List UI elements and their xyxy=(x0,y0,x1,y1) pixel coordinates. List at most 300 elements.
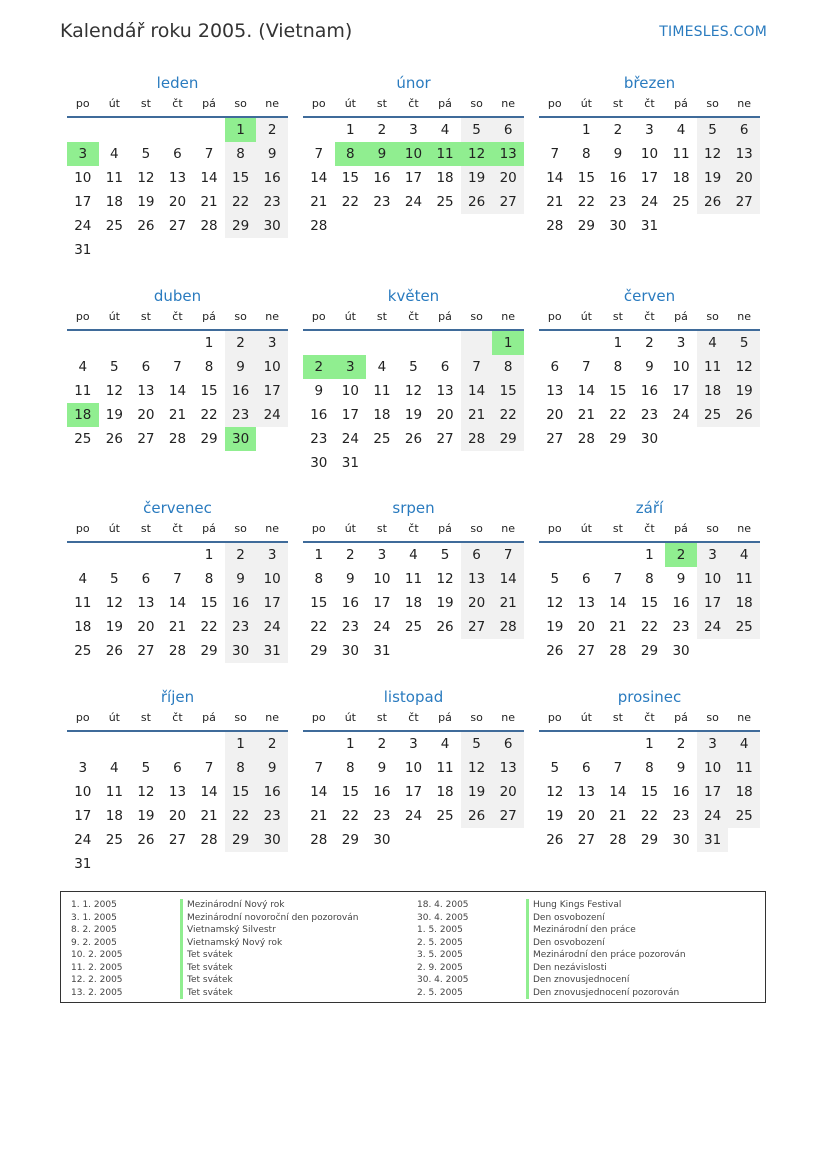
empty-cell xyxy=(67,732,99,756)
day-cell: 5 xyxy=(461,732,493,756)
day-cell: 5 xyxy=(550,571,560,587)
empty-cell xyxy=(697,427,729,451)
day-cell: 26 xyxy=(137,832,155,848)
week-row xyxy=(67,190,288,214)
day-cell: 3 xyxy=(78,760,88,776)
day-cell: 5 xyxy=(110,359,119,375)
day-cell: 16 xyxy=(672,595,690,611)
day-cell: 22 xyxy=(609,407,627,423)
day-cell: 20 xyxy=(168,808,187,824)
weekday-label: po xyxy=(311,522,326,535)
month-červen xyxy=(539,285,760,451)
empty-cell xyxy=(461,451,493,475)
day-cell: 23 xyxy=(256,804,288,828)
day-cell: 19 xyxy=(546,808,564,824)
day-cell: 3 xyxy=(697,543,729,567)
day-cell: 20 xyxy=(137,407,155,423)
holiday-legend xyxy=(60,891,766,1003)
empty-cell xyxy=(571,331,603,355)
day-cell: 29 xyxy=(492,427,524,451)
day-cell: 12 xyxy=(137,170,155,186)
day-cell: 11 xyxy=(436,760,454,776)
day-cell: 8 xyxy=(645,760,654,776)
day-cell: 2 xyxy=(676,736,686,752)
day-cell: 7 xyxy=(613,571,623,587)
day-cell: 29 xyxy=(577,218,595,234)
day-cell: 11 xyxy=(672,146,690,162)
day-cell: 23 xyxy=(640,407,659,423)
day-cell: 5 xyxy=(697,118,729,142)
day-cell: 24 xyxy=(373,619,391,635)
day-cell: 21 xyxy=(200,194,218,210)
holiday-entry xyxy=(407,974,686,987)
day-cell: 4 xyxy=(409,547,418,563)
empty-cell xyxy=(130,543,162,567)
week-row xyxy=(303,591,524,615)
day-cell: 31 xyxy=(74,856,92,872)
holiday-date: 30. 4. 2005 xyxy=(417,975,469,985)
weekday-label: st xyxy=(140,310,151,323)
day-cell: 14 xyxy=(609,595,627,611)
day-cell: 6 xyxy=(582,571,591,587)
week-row xyxy=(303,543,524,567)
day-cell: 7 xyxy=(314,146,324,162)
weekday-label: pá xyxy=(438,711,452,724)
day-cell: 5 xyxy=(461,118,493,142)
day-cell: 21 xyxy=(200,808,218,824)
week-row xyxy=(67,166,288,190)
week-row xyxy=(303,756,524,780)
day-cell: 17 xyxy=(697,780,729,804)
day-cell: 18 xyxy=(373,407,391,423)
day-cell: 16 xyxy=(609,170,627,186)
day-cell: 5 xyxy=(728,331,760,355)
empty-cell xyxy=(492,214,524,238)
week-row xyxy=(67,639,288,663)
day-cell: 11 xyxy=(105,170,123,186)
empty-cell xyxy=(162,543,194,567)
day-cell: 14 xyxy=(461,379,493,403)
day-cell: 6 xyxy=(461,543,493,567)
empty-cell xyxy=(398,828,430,852)
day-cell: 25 xyxy=(728,615,760,639)
day-cell: 19 xyxy=(728,379,760,403)
week-row xyxy=(67,427,288,451)
weekday-label: po xyxy=(311,711,326,724)
day-cell: 21 xyxy=(168,619,187,635)
day-cell: 12 xyxy=(461,756,493,780)
day-cell: 22 xyxy=(577,194,595,210)
day-cell: 20 xyxy=(436,407,454,423)
day-cell: 29 xyxy=(341,832,359,848)
day-cell: 28 xyxy=(609,643,627,659)
holiday-entry xyxy=(61,912,358,925)
weekday-label: ne xyxy=(501,310,516,323)
weekday-label: so xyxy=(470,97,483,110)
day-cell: 3 xyxy=(256,331,288,355)
empty-cell xyxy=(539,331,571,355)
day-cell: 26 xyxy=(105,431,123,447)
day-cell: 10 xyxy=(74,170,92,186)
day-cell: 5 xyxy=(409,359,418,375)
week-row xyxy=(67,804,288,828)
weekday-label: čt xyxy=(644,522,655,535)
month-říjen xyxy=(67,686,288,876)
day-cell: 21 xyxy=(461,403,493,427)
weekday-label: út xyxy=(344,522,356,535)
day-cell: 15 xyxy=(640,784,659,800)
holiday-entry xyxy=(61,899,358,912)
empty-cell xyxy=(429,331,461,355)
holiday-name: Mezinárodní Nový rok xyxy=(180,899,285,912)
day-cell: 23 xyxy=(672,619,690,635)
holiday-day-cell: 12 xyxy=(461,142,493,166)
day-cell: 7 xyxy=(550,146,560,162)
empty-cell xyxy=(665,427,697,451)
empty-cell xyxy=(728,639,760,663)
day-grid xyxy=(303,543,524,663)
empty-cell xyxy=(539,732,571,756)
day-cell: 30 xyxy=(310,455,328,471)
empty-cell xyxy=(130,732,162,756)
holiday-date: 2. 5. 2005 xyxy=(417,937,463,948)
day-cell: 2 xyxy=(645,335,654,351)
day-grid xyxy=(67,732,288,876)
day-cell: 19 xyxy=(697,166,729,190)
day-cell: 26 xyxy=(436,619,454,635)
weekday-label: so xyxy=(706,97,719,110)
day-cell: 13 xyxy=(577,784,595,800)
weekday-label: st xyxy=(140,522,151,535)
day-cell: 13 xyxy=(436,383,454,399)
day-cell: 21 xyxy=(492,591,524,615)
day-cell: 17 xyxy=(256,591,288,615)
weekday-label: so xyxy=(706,522,719,535)
holiday-day-cell: 9 xyxy=(366,142,398,166)
holiday-name: Den nezávislosti xyxy=(526,962,607,975)
weekday-header xyxy=(303,519,524,543)
week-row xyxy=(539,142,760,166)
day-cell: 13 xyxy=(168,784,187,800)
day-cell: 26 xyxy=(546,832,564,848)
weekday-label: st xyxy=(612,97,623,110)
empty-cell xyxy=(398,639,430,663)
day-cell: 28 xyxy=(461,427,493,451)
day-cell: 26 xyxy=(404,431,423,447)
weekday-label: po xyxy=(75,711,90,724)
empty-cell xyxy=(99,118,131,142)
week-row xyxy=(303,780,524,804)
holiday-date: 18. 4. 2005 xyxy=(417,900,469,910)
day-cell: 27 xyxy=(577,643,595,659)
page-title: Kalendář roku 2005. (Vietnam) xyxy=(60,20,353,42)
weekday-label: po xyxy=(75,310,90,323)
day-cell: 21 xyxy=(310,194,328,210)
weekday-label: so xyxy=(470,522,483,535)
day-cell: 24 xyxy=(697,615,729,639)
day-cell: 24 xyxy=(341,431,359,447)
day-cell: 16 xyxy=(373,784,391,800)
weekday-label: po xyxy=(75,522,90,535)
day-cell: 31 xyxy=(640,218,659,234)
day-cell: 4 xyxy=(110,760,119,776)
week-row xyxy=(303,804,524,828)
holiday-name: Mezinárodní novoroční den pozorován xyxy=(180,912,358,925)
empty-cell xyxy=(256,427,288,451)
day-cell: 29 xyxy=(310,643,328,659)
brand-link[interactable]: TIMESLES.COM xyxy=(659,24,767,40)
empty-cell xyxy=(728,828,760,852)
weekday-header xyxy=(67,708,288,732)
week-row xyxy=(303,379,524,403)
day-cell: 11 xyxy=(373,383,391,399)
week-row xyxy=(67,732,288,756)
week-row xyxy=(539,403,760,427)
holiday-legend-left xyxy=(61,899,358,999)
day-cell: 27 xyxy=(546,431,564,447)
week-row xyxy=(539,567,760,591)
week-row xyxy=(303,142,524,166)
holiday-entry xyxy=(61,974,358,987)
day-cell: 10 xyxy=(672,359,690,375)
day-cell: 11 xyxy=(74,383,92,399)
day-cell: 5 xyxy=(550,760,560,776)
day-cell: 9 xyxy=(225,567,257,591)
day-cell: 6 xyxy=(173,760,182,776)
day-cell: 2 xyxy=(346,547,355,563)
month-name: září xyxy=(635,499,664,517)
weekday-header xyxy=(67,94,288,118)
day-cell: 17 xyxy=(672,383,690,399)
empty-cell xyxy=(162,852,194,876)
day-cell: 19 xyxy=(404,407,423,423)
weekday-label: po xyxy=(75,97,90,110)
day-cell: 13 xyxy=(728,142,760,166)
weekday-label: so xyxy=(234,310,247,323)
day-cell: 26 xyxy=(728,403,760,427)
weekday-label: st xyxy=(140,97,151,110)
day-cell: 21 xyxy=(577,407,595,423)
day-cell: 20 xyxy=(492,166,524,190)
weekday-label: čt xyxy=(172,522,183,535)
day-cell: 14 xyxy=(200,170,218,186)
day-cell: 30 xyxy=(373,832,391,848)
weekday-label: út xyxy=(580,310,592,323)
day-cell: 19 xyxy=(137,808,155,824)
weekday-label: út xyxy=(108,97,120,110)
day-cell: 22 xyxy=(200,619,218,635)
day-cell: 7 xyxy=(492,543,524,567)
day-cell: 17 xyxy=(256,379,288,403)
empty-cell xyxy=(728,214,760,238)
weekday-label: pá xyxy=(674,522,688,535)
weekday-label: čt xyxy=(172,97,183,110)
weekday-header xyxy=(539,519,760,543)
weekday-header xyxy=(303,708,524,732)
month-name: leden xyxy=(156,74,199,92)
day-cell: 18 xyxy=(436,784,454,800)
weekday-label: ne xyxy=(501,97,516,110)
day-cell: 17 xyxy=(404,170,423,186)
day-cell: 4 xyxy=(440,736,450,752)
day-cell: 26 xyxy=(697,190,729,214)
day-cell: 16 xyxy=(640,383,659,399)
day-cell: 14 xyxy=(577,383,595,399)
day-cell: 4 xyxy=(110,146,119,162)
day-cell: 24 xyxy=(697,804,729,828)
empty-cell xyxy=(398,331,430,355)
day-cell: 2 xyxy=(225,543,257,567)
day-cell: 16 xyxy=(341,595,359,611)
day-cell: 22 xyxy=(341,194,359,210)
holiday-date: 2. 5. 2005 xyxy=(417,987,463,998)
day-cell: 28 xyxy=(310,832,328,848)
day-cell: 4 xyxy=(377,359,387,375)
holiday-name: Mezinárodní den práce xyxy=(526,924,636,937)
day-cell: 25 xyxy=(697,403,729,427)
holiday-entry xyxy=(407,924,686,937)
holiday-day-cell: 13 xyxy=(492,142,524,166)
day-cell: 19 xyxy=(461,780,493,804)
day-cell: 16 xyxy=(256,780,288,804)
day-cell: 19 xyxy=(461,166,493,190)
day-cell: 2 xyxy=(256,118,288,142)
day-grid xyxy=(539,118,760,238)
day-cell: 17 xyxy=(341,407,359,423)
weekday-label: st xyxy=(376,711,387,724)
weekday-header xyxy=(303,307,524,331)
weekday-header xyxy=(67,307,288,331)
day-cell: 26 xyxy=(105,643,123,659)
day-cell: 22 xyxy=(225,190,257,214)
week-row xyxy=(539,543,760,567)
day-cell: 21 xyxy=(609,619,627,635)
empty-cell xyxy=(461,828,493,852)
week-row xyxy=(539,190,760,214)
weekday-label: st xyxy=(376,310,387,323)
weekday-label: út xyxy=(344,310,356,323)
empty-cell xyxy=(697,214,729,238)
day-cell: 8 xyxy=(582,146,591,162)
day-cell: 22 xyxy=(492,403,524,427)
holiday-date: 30. 4. 2005 xyxy=(417,912,469,923)
day-cell: 30 xyxy=(256,214,288,238)
day-cell: 25 xyxy=(373,431,391,447)
day-cell: 23 xyxy=(225,615,257,639)
day-cell: 7 xyxy=(173,571,182,587)
day-cell: 28 xyxy=(200,832,218,848)
day-cell: 17 xyxy=(74,194,92,210)
empty-cell xyxy=(461,214,493,238)
day-cell: 20 xyxy=(577,619,595,635)
day-cell: 25 xyxy=(672,194,690,210)
empty-cell xyxy=(193,238,225,262)
week-row xyxy=(539,118,760,142)
empty-cell xyxy=(162,118,194,142)
day-cell: 8 xyxy=(314,571,324,587)
holiday-entry xyxy=(61,949,358,962)
holiday-day-cell: 2 xyxy=(665,543,697,567)
weekday-label: so xyxy=(706,310,719,323)
day-cell: 11 xyxy=(697,355,729,379)
empty-cell xyxy=(366,451,398,475)
day-cell: 28 xyxy=(577,431,595,447)
weekday-header xyxy=(67,519,288,543)
holiday-day-cell: 10 xyxy=(398,142,430,166)
day-cell: 17 xyxy=(373,595,391,611)
day-cell: 25 xyxy=(728,804,760,828)
day-cell: 22 xyxy=(310,619,328,635)
day-cell: 29 xyxy=(640,643,659,659)
week-row xyxy=(303,355,524,379)
empty-cell xyxy=(225,852,257,876)
day-cell: 11 xyxy=(74,595,92,611)
day-cell: 18 xyxy=(697,379,729,403)
day-cell: 25 xyxy=(105,218,123,234)
day-cell: 12 xyxy=(105,383,123,399)
holiday-day-cell: 30 xyxy=(225,427,257,451)
day-cell: 7 xyxy=(582,359,591,375)
day-cell: 8 xyxy=(492,355,524,379)
empty-cell xyxy=(193,732,225,756)
day-cell: 24 xyxy=(640,194,659,210)
day-cell: 12 xyxy=(436,571,454,587)
week-row xyxy=(303,615,524,639)
day-cell: 23 xyxy=(310,431,328,447)
day-cell: 30 xyxy=(672,643,690,659)
day-cell: 8 xyxy=(204,571,214,587)
day-cell: 15 xyxy=(609,383,627,399)
empty-cell xyxy=(99,732,131,756)
day-cell: 28 xyxy=(310,218,328,234)
weekday-label: čt xyxy=(644,97,655,110)
day-cell: 27 xyxy=(168,218,187,234)
month-name: srpen xyxy=(392,499,435,517)
day-grid xyxy=(67,543,288,663)
day-cell: 8 xyxy=(225,756,257,780)
day-cell: 12 xyxy=(546,784,564,800)
day-cell: 27 xyxy=(492,804,524,828)
day-cell: 4 xyxy=(78,571,88,587)
day-cell: 6 xyxy=(141,359,151,375)
day-cell: 10 xyxy=(697,567,729,591)
empty-cell xyxy=(366,331,398,355)
day-cell: 7 xyxy=(173,359,182,375)
holiday-day-cell: 2 xyxy=(303,355,335,379)
day-cell: 29 xyxy=(225,214,257,238)
empty-cell xyxy=(67,331,99,355)
holiday-day-cell: 3 xyxy=(67,142,99,166)
day-cell: 28 xyxy=(492,615,524,639)
empty-cell xyxy=(429,639,461,663)
day-cell: 19 xyxy=(546,619,564,635)
holiday-entry xyxy=(61,962,358,975)
month-duben xyxy=(67,285,288,451)
empty-cell xyxy=(335,331,367,355)
day-cell: 14 xyxy=(168,383,187,399)
day-cell: 14 xyxy=(546,170,564,186)
week-row xyxy=(303,190,524,214)
day-cell: 26 xyxy=(137,218,155,234)
holiday-date: 2. 9. 2005 xyxy=(417,962,463,973)
day-cell: 10 xyxy=(341,383,359,399)
day-cell: 12 xyxy=(105,595,123,611)
day-cell: 13 xyxy=(137,383,155,399)
weekday-header xyxy=(539,94,760,118)
day-cell: 1 xyxy=(645,736,654,752)
week-row xyxy=(539,214,760,238)
day-cell: 14 xyxy=(200,784,218,800)
